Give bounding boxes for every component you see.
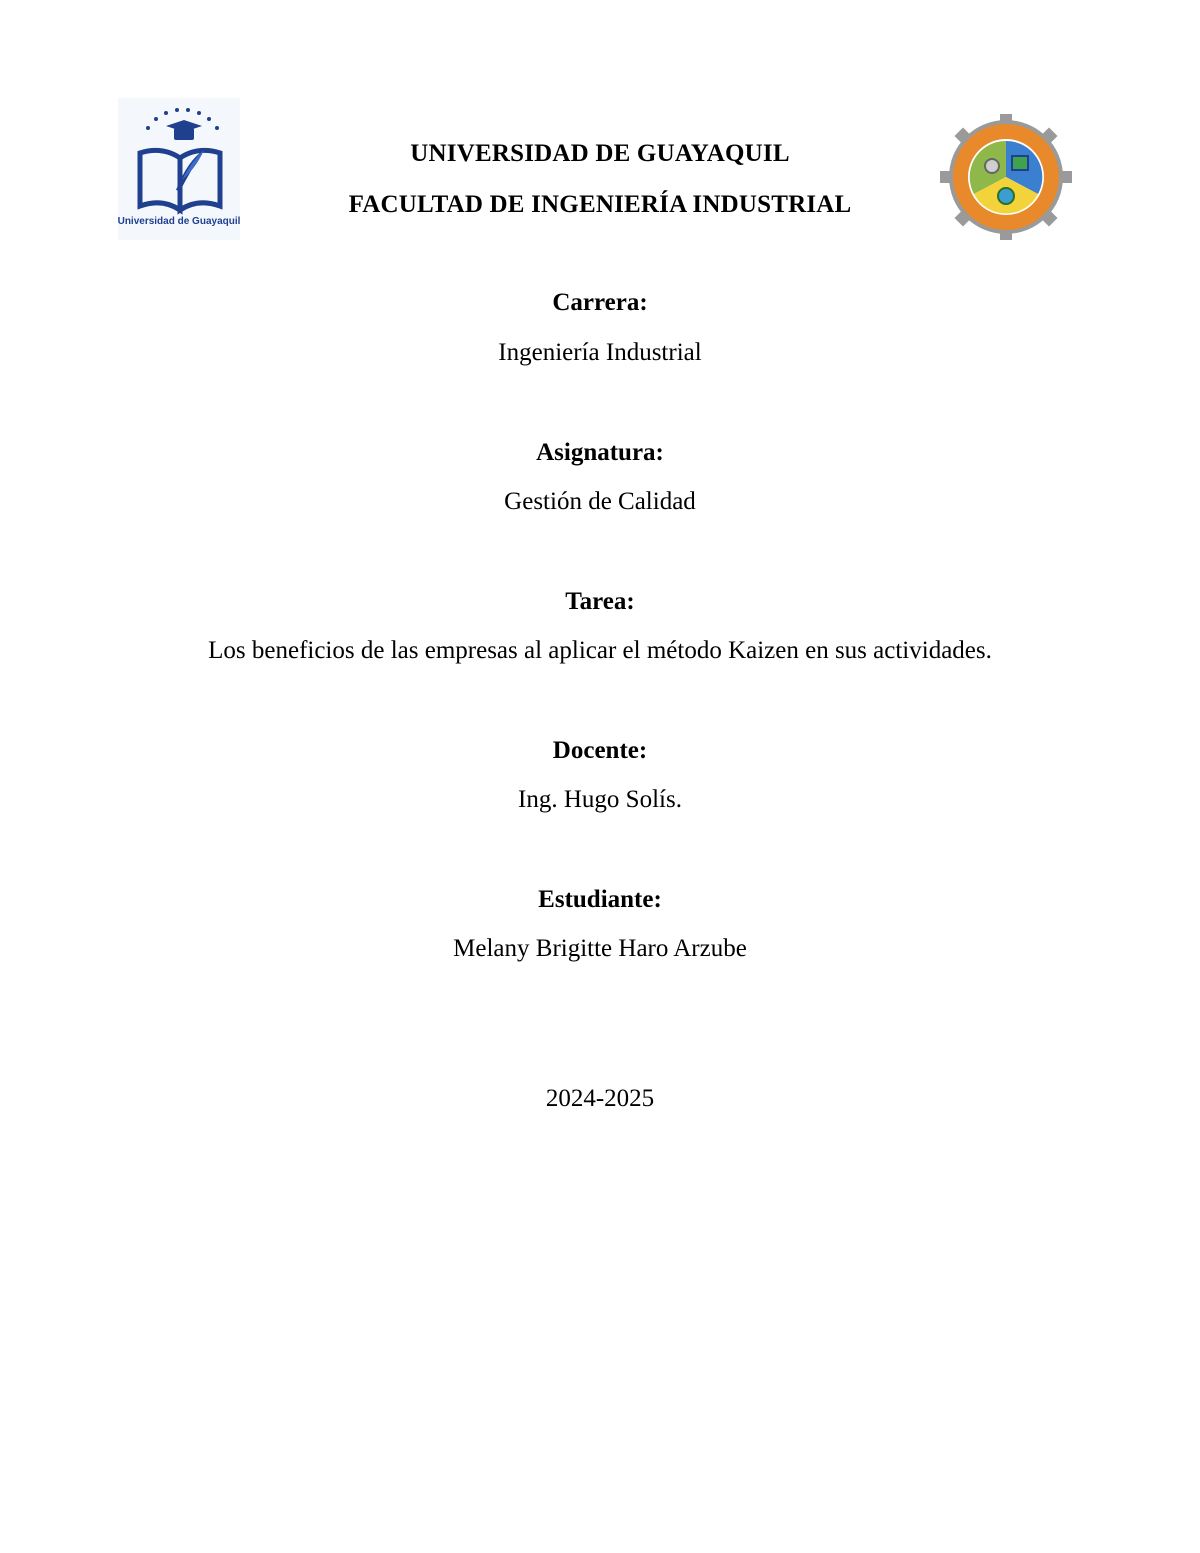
svg-text:Universidad de Guayaquil: Universidad de Guayaquil <box>118 216 240 227</box>
docente-label: Docente: <box>552 737 648 764</box>
estudiante-value: Melany Brigitte Haro Arzube <box>453 935 747 962</box>
asignatura-value: Gestión de Calidad <box>504 488 696 515</box>
university-title: UNIVERSIDAD DE GUAYAQUIL <box>410 140 790 167</box>
asignatura-label: Asignatura: <box>536 439 664 466</box>
carrera-label: Carrera: <box>552 289 648 316</box>
docente-value: Ing. Hugo Solís. <box>518 786 682 813</box>
academic-period: 2024-2025 <box>545 1085 655 1112</box>
faculty-title: FACULTAD DE INGENIERÍA INDUSTRIAL <box>348 191 852 218</box>
estudiante-label: Estudiante: <box>538 886 662 913</box>
tarea-label: Tarea: <box>565 588 635 615</box>
carrera-value: Ingeniería Industrial <box>498 339 702 366</box>
tarea-value: Los beneficios de las empresas al aplicar el método Kaizen en sus actividades. <box>208 637 992 664</box>
facultad-ingenieria-industrial-seal-icon <box>936 112 1076 242</box>
